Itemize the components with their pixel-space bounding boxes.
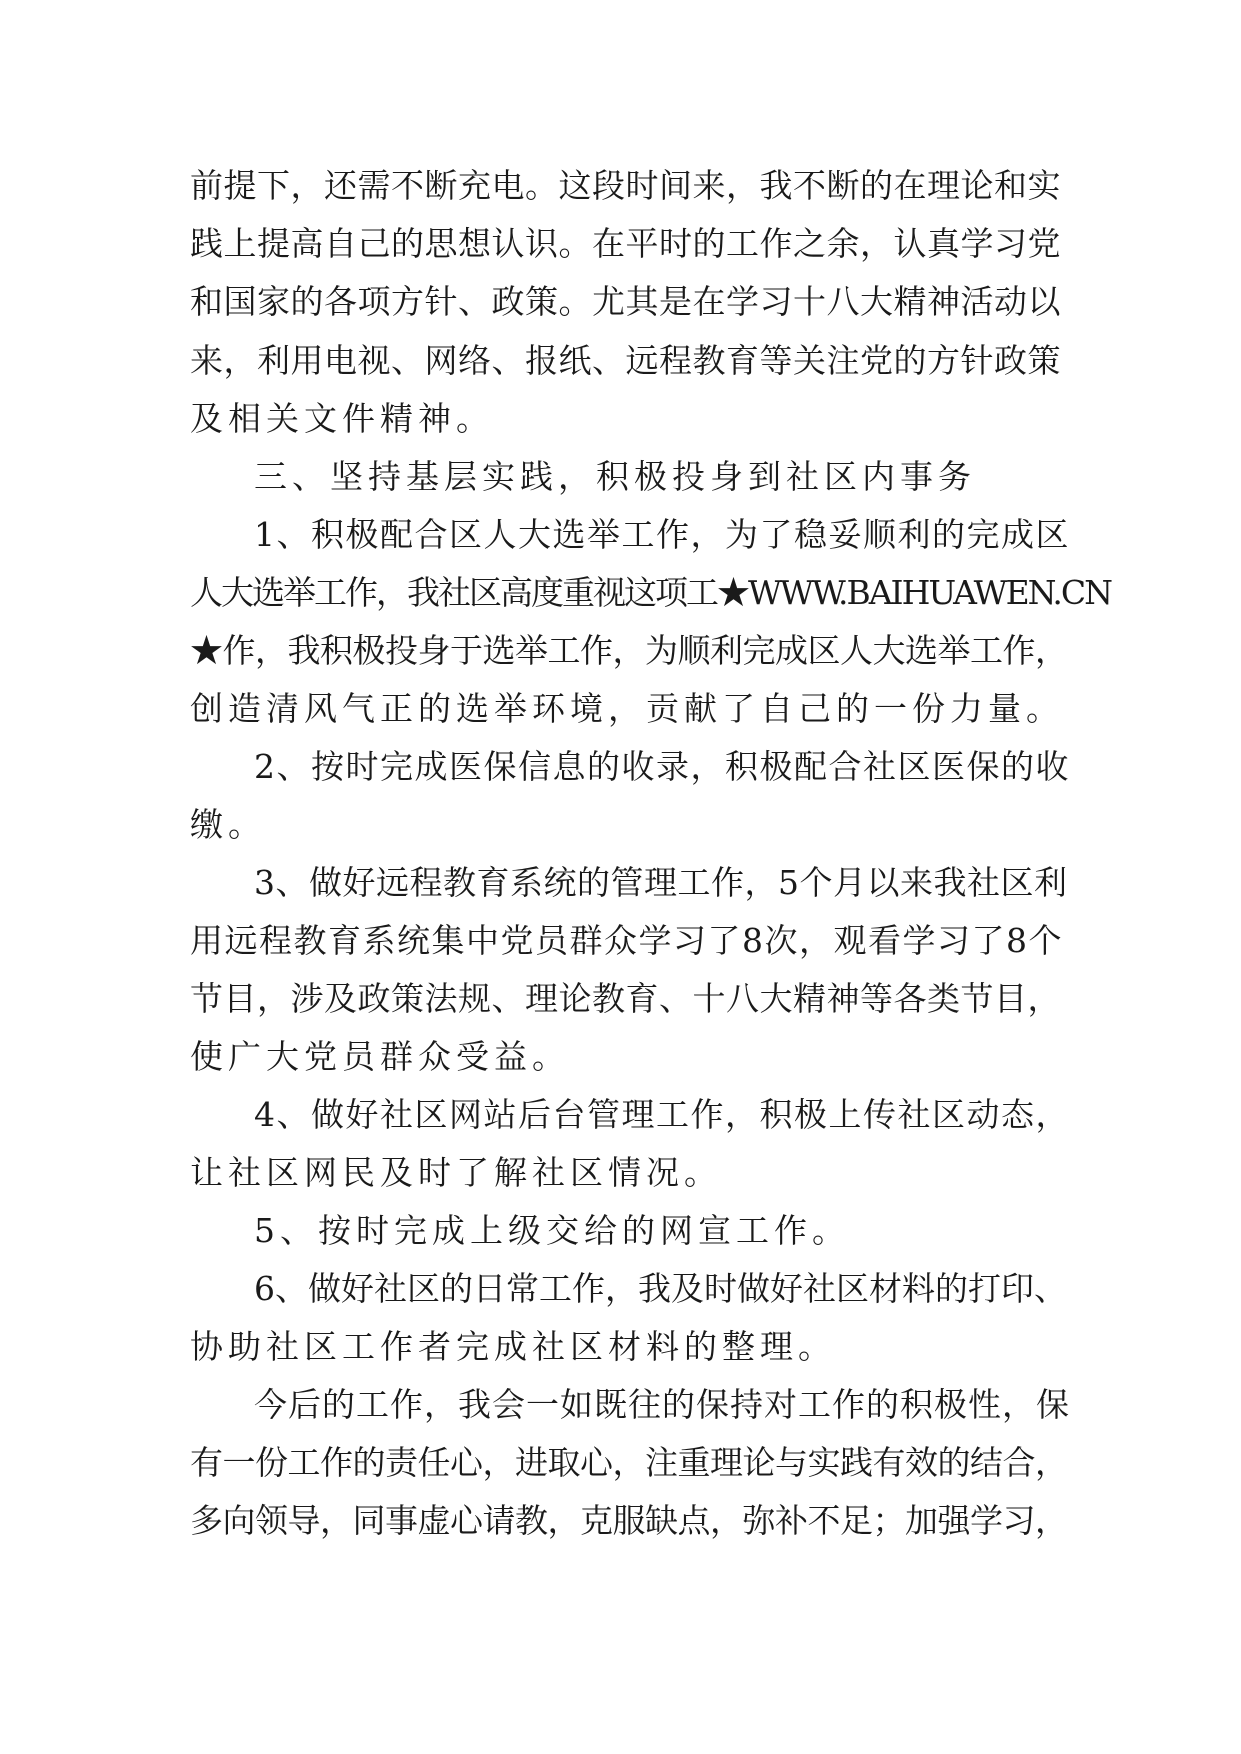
text-line: 有一份工作的责任心，进取心，注重理论与实践有效的结合， <box>190 1443 1068 1482</box>
text-line: 创造清风气正的选举环境，贡献了自己的一份力量。 <box>190 689 1064 728</box>
text-line: 使广大党员群众受益。 <box>190 1037 570 1076</box>
text-line: 1、积极配合区人大选举工作，为了稳妥顺利的完成区 <box>254 515 1070 554</box>
text-line: 协助社区工作者完成社区材料的整理。 <box>190 1327 836 1366</box>
text-line: 2、按时完成医保信息的收录，积极配合社区医保的收 <box>254 747 1070 786</box>
text-line: 及相关文件精神。 <box>190 399 494 438</box>
text-line: 缴。 <box>190 805 266 844</box>
text-line: 4、做好社区网站后台管理工作，积极上传社区动态， <box>254 1095 1070 1134</box>
text-line: 践上提高自己的思想认识。在平时的工作之余，认真学习党 <box>190 224 1061 263</box>
text-line: 节目，涉及政策法规、理论教育、十八大精神等各类节目， <box>190 979 1061 1018</box>
text-line: 3、做好远程教育系统的管理工作，5个月以来我社区利 <box>254 863 1068 902</box>
text-line: 让社区网民及时了解社区情况。 <box>190 1153 722 1192</box>
text-line: ★作，我积极投身于选举工作，为顺利完成区人大选举工作， <box>190 631 1068 670</box>
text-line: 多向领导，同事虚心请教，克服缺点，弥补不足；加强学习， <box>190 1501 1068 1540</box>
text-line: 5、按时完成上级交给的网宣工作。 <box>254 1211 850 1250</box>
text-line: 用远程教育系统集中党员群众学习了8次，观看学习了8个 <box>190 921 1063 960</box>
text-line: 今后的工作，我会一如既往的保持对工作的积极性，保 <box>254 1385 1070 1424</box>
text-line: 人大选举工作，我社区高度重视这项工★WWW.BAIHUAWEN.CN <box>190 573 1112 612</box>
section-heading: 三、坚持基层实践，积极投身到社区内事务 <box>254 457 976 496</box>
text-line: 来，利用电视、网络、报纸、远程教育等关注党的方针政策 <box>190 341 1061 380</box>
text-line: 前提下，还需不断充电。这段时间来，我不断的在理论和实 <box>190 166 1061 205</box>
text-line: 6、做好社区的日常工作，我及时做好社区材料的打印、 <box>254 1269 1067 1308</box>
text-line: 和国家的各项方针、政策。尤其是在学习十八大精神活动以 <box>190 282 1061 321</box>
